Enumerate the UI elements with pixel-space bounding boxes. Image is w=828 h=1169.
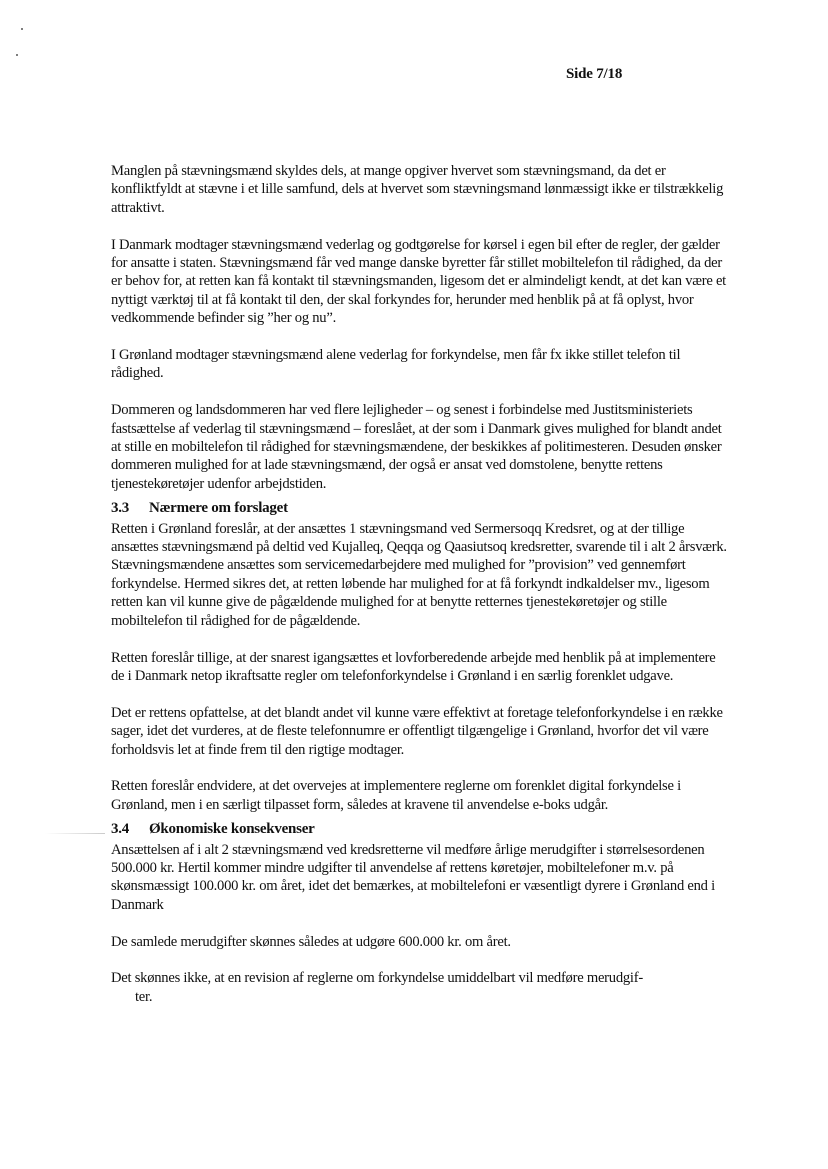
scan-speck	[21, 28, 23, 30]
paragraph: Dommeren og landsdommeren har ved flere lejligheder – og senest i forbindelse med Justitsministeriets fastsættelse af vederlag til stævningsmænd – foreslået, at der som i Danmark gives mulighed for blandt andet at stille en mobiltelefon til rådighed for stævningsmændene, der beskikkes af politimesteren. Desuden ønsker dommeren mulighed for at lade stævningsmænd, der også er ansat ved domstolene, benytte rettens tjenestekøretøjer udenfor arbejdstiden.	[111, 402, 722, 492]
paragraph: De samlede merudgifter skønnes således at udgøre 600.000 kr. om året.	[111, 933, 511, 950]
paragraph: Retten foreslår tillige, at der snarest igangsættes et lovforberedende arbejde med henblik på at implementere de i Danmark netop ikraftsatte regler om telefonforkyndelse i Grønland i en særlig forenklet udgave.	[111, 649, 716, 684]
paragraph: Manglen på stævningsmænd skyldes dels, at mange opgiver hvervet som stævningsmand, da det er konfliktfyldt at stævne i et lille samfund, dels at hvervet som stævningsmand lønmæssigt ikke er tilstrækkelig attraktivt.	[111, 163, 724, 216]
section-heading-3-4	[111, 820, 731, 838]
scan-speck	[16, 54, 18, 56]
section-number: 3.4	[111, 821, 129, 838]
section-number: 3.3	[111, 500, 129, 517]
paragraph: Retten i Grønland foreslår, at der ansættes 1 stævningsmand ved Sermersoqq Kredsret, og at der tillige ansættes stævningsmænd på deltid ved Kujalleq, Qeqqa og Qaasiutsoq kredsretter, svarende til i alt 2 årsværk. Stævningsmændene ansættes som servicemedarbejdere med mulighed for ”provision” ved gennemført forkyndelse. Hermed sikres det, at retten løbende har mulighed for at få forkyndt indkaldelser mv., ligesom retten kan vil kunne give de pågældende mulighed for at benytte retternes tjenestekøretøjer og stille mobiltelefon til rådighed for de pågældende.	[111, 520, 727, 629]
paragraph: Retten foreslår endvidere, at det overvejes at implementere reglerne om forenklet digital forkyndelse i Grønland, men i en særligt tilpasset form, således at kravene til anvendelse e-boks udgår.	[111, 778, 681, 813]
paragraph: Ansættelsen af i alt 2 stævningsmænd ved kredsretterne vil medføre årlige merudgifter i størrelsesordenen 500.000 kr. Hertil kommer mindre udgifter til anvendelse af rettens køretøjer, mobiltelefoner m.v. på skønsmæssigt 100.000 kr. om året, idet det bemærkes, at mobiltelefoni er væsentligt dyrere i Grønland end i Danmark	[111, 841, 715, 913]
section-title: Nærmere om forslaget	[149, 500, 288, 517]
paragraph-line-indented: ter.	[135, 988, 153, 1005]
section-title: Økonomiske konsekvenser	[149, 821, 315, 838]
page-number: Side 7/18	[566, 66, 623, 82]
section-heading-3-3	[111, 499, 731, 517]
paragraph: Det er rettens opfattelse, at det blandt andet vil kunne være effektivt at foretage telefonforkyndelse i en række sager, idet det vurderes, at de fleste telefonnumre er offentligt tilgængelige i Grønland, hvorfor det vil være forholdsvis let at finde frem til den rigtige modtager.	[111, 704, 723, 758]
paragraph	[111, 969, 731, 1006]
document-body	[111, 162, 731, 1025]
paragraph-line: Det skønnes ikke, at en revision af reglerne om forkyndelse umiddelbart vil medføre merudgif-	[111, 970, 643, 987]
paragraph: I Grønland modtager stævningsmænd alene vederlag for forkyndelse, men får fx ikke stillet telefon til rådighed.	[111, 347, 681, 382]
paragraph: I Danmark modtager stævningsmænd vederlag og godtgørelse for kørsel i egen bil efter de regler, der gælder for ansatte i staten. Stævningsmænd får ved mange danske byretter får stillet mobiltelefon til rådighed, da der er behov for, at retten kan få kontakt til stævningsmanden, ligesom det er almindeligt kendt, at det kan være et nyttigt værktøj til at få kontakt til den, der skal forkyndes for, herunder med henblik på at få oplyst, hvor vedkommende befinder sig ”her og nu”.	[111, 236, 726, 327]
margin-mark	[45, 833, 105, 834]
